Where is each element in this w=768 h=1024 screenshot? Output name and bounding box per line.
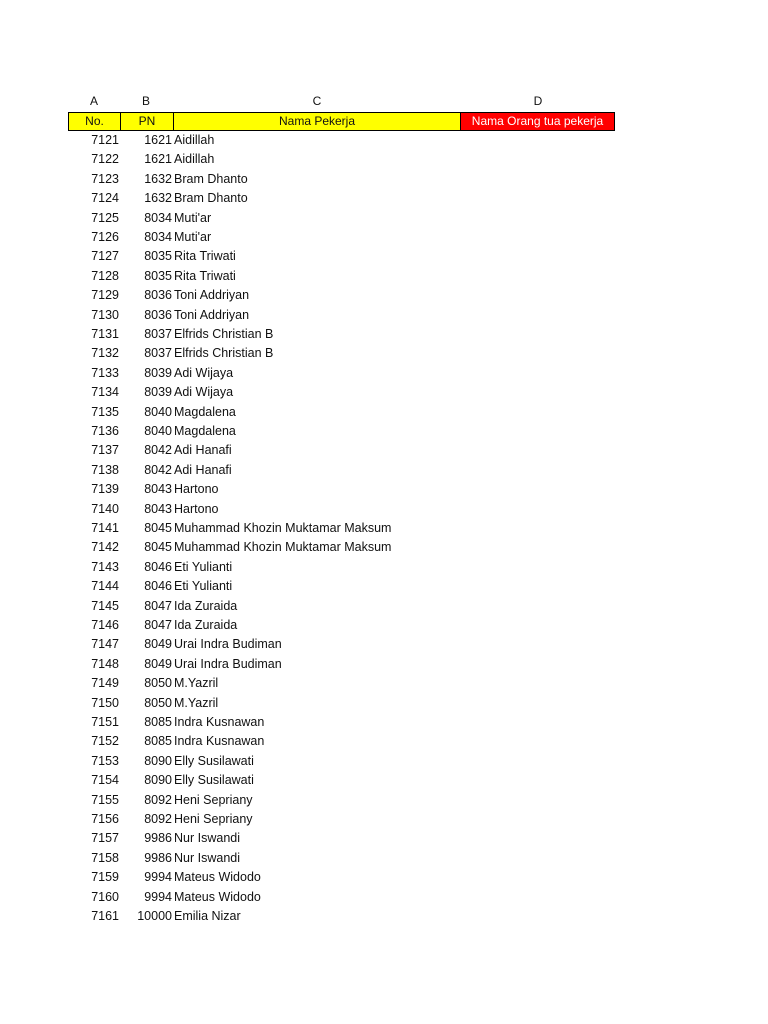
table-header-row <box>68 112 615 131</box>
cell-no[interactable]: 7123 <box>91 171 119 186</box>
header-nama-pekerja[interactable]: Nama Pekerja <box>173 112 461 131</box>
cell-name[interactable]: Bram Dhanto <box>174 171 248 186</box>
cell-pn[interactable]: 9986 <box>144 850 172 865</box>
cell-pn[interactable]: 8040 <box>144 404 172 419</box>
table-row <box>0 732 768 751</box>
table-row <box>0 170 768 189</box>
cell-no[interactable]: 7147 <box>91 637 119 652</box>
cell-pn[interactable]: 8047 <box>144 598 172 613</box>
cell-name[interactable]: Magdalena <box>174 424 236 438</box>
table-row <box>0 694 768 713</box>
cell-name[interactable]: Nur Iswandi <box>174 831 240 846</box>
cell-pn[interactable]: 8046 <box>144 579 172 594</box>
cell-name[interactable]: Aidillah <box>174 152 215 167</box>
cell-pn[interactable]: 8049 <box>144 656 172 671</box>
table-row <box>0 635 768 654</box>
cell-name[interactable]: Adi Wijaya <box>174 385 234 400</box>
table-row <box>0 674 768 693</box>
cell-pn[interactable]: 8092 <box>144 812 172 826</box>
header-pn[interactable]: PN <box>120 112 174 131</box>
cell-pn[interactable]: 1621 <box>144 152 172 167</box>
cell-no[interactable]: 7143 <box>91 559 119 574</box>
cell-pn[interactable]: 8042 <box>144 443 172 458</box>
cell-pn[interactable]: 8035 <box>144 268 172 283</box>
table-row <box>0 713 768 732</box>
cell-pn[interactable]: 9994 <box>144 870 172 885</box>
cell-pn[interactable]: 8045 <box>144 540 172 555</box>
cell-pn[interactable]: 8042 <box>144 462 172 477</box>
cell-name[interactable]: Heni Sepriany <box>174 812 253 826</box>
cell-name[interactable]: Elfrids Christian B <box>174 346 274 361</box>
table-row <box>0 597 768 616</box>
table-row <box>0 480 768 499</box>
cell-name[interactable]: Indra Kusnawan <box>174 715 265 729</box>
cell-pn[interactable]: 8037 <box>144 346 172 361</box>
cell-no[interactable]: 7150 <box>91 695 119 710</box>
table-row <box>0 325 768 344</box>
cell-name[interactable]: Rita Triwati <box>174 268 236 283</box>
cell-pn[interactable]: 8043 <box>144 482 172 497</box>
cell-no[interactable]: 7124 <box>91 191 119 206</box>
table-row <box>0 791 768 810</box>
cell-name[interactable]: Aidillah <box>174 133 215 147</box>
table-row <box>0 655 768 674</box>
cell-no[interactable]: 7158 <box>91 850 119 865</box>
cell-name[interactable]: Nur Iswandi <box>174 850 240 865</box>
table-row <box>0 306 768 325</box>
cell-pn[interactable]: 8090 <box>144 773 172 788</box>
cell-no[interactable]: 7132 <box>91 346 119 361</box>
cell-pn[interactable]: 8085 <box>144 734 172 749</box>
table-row <box>0 228 768 247</box>
cell-no[interactable]: 7126 <box>91 230 119 244</box>
cell-pn[interactable]: 8090 <box>144 753 172 768</box>
table-row <box>0 422 768 441</box>
cell-name[interactable]: Urai Indra Budiman <box>174 656 282 671</box>
cell-pn[interactable]: 8036 <box>144 307 172 322</box>
cell-name[interactable]: Mateus Widodo <box>174 889 261 904</box>
table-row <box>0 888 768 907</box>
cell-name[interactable]: Hartono <box>174 482 219 497</box>
cell-no[interactable]: 7138 <box>91 462 119 477</box>
cell-no[interactable]: 7127 <box>91 249 119 264</box>
cell-no[interactable]: 7131 <box>91 327 119 341</box>
cell-name[interactable]: Adi Wijaya <box>174 365 234 380</box>
table-row <box>0 577 768 596</box>
table-row <box>0 829 768 848</box>
cell-name[interactable]: Ida Zuraida <box>174 598 238 613</box>
cell-pn[interactable]: 8049 <box>144 637 172 652</box>
cell-name[interactable]: Toni Addriyan <box>174 288 250 303</box>
cell-no[interactable]: 7139 <box>91 482 119 497</box>
column-letter-b[interactable]: B <box>141 94 150 108</box>
cell-name[interactable]: Mateus Widodo <box>174 870 261 885</box>
table-row <box>0 907 768 926</box>
cell-no[interactable]: 7134 <box>91 385 119 400</box>
cell-name[interactable]: Rita Triwati <box>174 249 236 264</box>
cell-name[interactable]: Toni Addriyan <box>174 307 250 322</box>
cell-no[interactable]: 7156 <box>91 812 119 826</box>
cell-name[interactable]: Muhammad Khozin Muktamar Maksum <box>174 521 392 535</box>
cell-no[interactable]: 7144 <box>91 579 119 594</box>
cell-no[interactable]: 7122 <box>91 152 119 167</box>
cell-name[interactable]: Eti Yulianti <box>174 559 233 574</box>
cell-no[interactable]: 7149 <box>91 676 119 691</box>
cell-pn[interactable]: 8092 <box>144 792 172 807</box>
cell-name[interactable]: Bram Dhanto <box>174 191 248 206</box>
table-row <box>0 558 768 577</box>
cell-no[interactable]: 7145 <box>91 598 119 613</box>
cell-no[interactable]: 7157 <box>91 831 119 846</box>
cell-name[interactable]: Indra Kusnawan <box>174 734 265 749</box>
cell-pn[interactable]: 9994 <box>144 889 172 904</box>
cell-pn[interactable]: 1632 <box>144 191 172 206</box>
cell-name[interactable]: Muhammad Khozin Muktamar Maksum <box>174 540 392 555</box>
cell-name[interactable]: Muti'ar <box>174 210 212 225</box>
cell-no[interactable]: 7133 <box>91 365 119 380</box>
cell-pn[interactable]: 1621 <box>144 133 172 147</box>
cell-name[interactable]: Eti Yulianti <box>174 579 233 594</box>
table-row <box>0 344 768 363</box>
cell-pn[interactable]: 8045 <box>144 521 172 535</box>
table-row <box>0 771 768 790</box>
cell-no[interactable]: 7151 <box>91 715 119 729</box>
header-nama-orang-tua[interactable]: Nama Orang tua pekerja <box>460 112 615 131</box>
cell-pn[interactable]: 8039 <box>144 385 172 400</box>
table-row <box>0 441 768 460</box>
cell-pn[interactable]: 8039 <box>144 365 172 380</box>
column-letter-a[interactable]: A <box>89 94 98 108</box>
cell-name[interactable]: Adi Hanafi <box>174 462 232 477</box>
cell-name[interactable]: Elly Susilawati <box>174 753 254 768</box>
cell-pn[interactable]: 10000 <box>137 909 172 923</box>
cell-no[interactable]: 7136 <box>91 424 119 438</box>
header-no[interactable]: No. <box>68 112 121 131</box>
cell-pn[interactable]: 9986 <box>144 831 172 846</box>
cell-pn[interactable]: 1632 <box>144 171 172 186</box>
table-row <box>0 500 768 519</box>
cell-pn[interactable]: 8040 <box>144 424 172 438</box>
cell-name[interactable]: Ida Zuraida <box>174 618 238 632</box>
cell-pn[interactable]: 8050 <box>144 695 172 710</box>
table-row <box>0 267 768 286</box>
cell-pn[interactable]: 8036 <box>144 288 172 303</box>
table-row <box>0 752 768 771</box>
table-row <box>0 209 768 228</box>
cell-name[interactable]: M.Yazril <box>174 676 219 691</box>
table-row <box>0 150 768 169</box>
table-row <box>0 538 768 557</box>
table-row <box>0 810 768 829</box>
cell-no[interactable]: 7153 <box>91 753 119 768</box>
cell-name[interactable]: Heni Sepriany <box>174 792 253 807</box>
cell-no[interactable]: 7155 <box>91 792 119 807</box>
cell-name[interactable]: Hartono <box>174 501 219 516</box>
cell-no[interactable]: 7152 <box>91 734 119 749</box>
cell-name[interactable]: Elfrids Christian B <box>174 327 274 341</box>
cell-no[interactable]: 7148 <box>91 656 119 671</box>
cell-name[interactable]: Urai Indra Budiman <box>174 637 282 652</box>
cell-no[interactable]: 7160 <box>91 889 119 904</box>
cell-no[interactable]: 7135 <box>91 404 119 419</box>
cell-pn[interactable]: 8046 <box>144 559 172 574</box>
table-row <box>0 616 768 635</box>
cell-pn[interactable]: 8050 <box>144 676 172 691</box>
column-letter-c[interactable]: C <box>312 94 322 108</box>
cell-no[interactable]: 7142 <box>91 540 119 555</box>
cell-name[interactable]: M.Yazril <box>174 695 219 710</box>
column-letter-d[interactable]: D <box>533 94 543 108</box>
table-row <box>0 286 768 305</box>
cell-no[interactable]: 7159 <box>91 870 119 885</box>
table-row <box>0 247 768 266</box>
cell-name[interactable]: Adi Hanafi <box>174 443 232 458</box>
cell-pn[interactable]: 8034 <box>144 210 172 225</box>
cell-no[interactable]: 7125 <box>91 210 119 225</box>
table-row <box>0 131 768 150</box>
cell-name[interactable]: Magdalena <box>174 404 236 419</box>
cell-no[interactable]: 7129 <box>91 288 119 303</box>
cell-no[interactable]: 7141 <box>91 521 119 535</box>
table-row <box>0 461 768 480</box>
cell-no[interactable]: 7137 <box>91 443 119 458</box>
cell-no[interactable]: 7161 <box>91 909 119 923</box>
cell-pn[interactable]: 8035 <box>144 249 172 264</box>
cell-no[interactable]: 7140 <box>91 501 119 516</box>
cell-no[interactable]: 7121 <box>91 133 119 147</box>
cell-name[interactable]: Emilia Nizar <box>174 909 241 923</box>
table-row <box>0 383 768 402</box>
table-row <box>0 868 768 887</box>
cell-pn[interactable]: 8043 <box>144 501 172 516</box>
table-row <box>0 189 768 208</box>
table-row <box>0 519 768 538</box>
table-row <box>0 849 768 868</box>
cell-no[interactable]: 7154 <box>91 773 119 788</box>
cell-name[interactable]: Muti'ar <box>174 230 212 244</box>
table-row <box>0 364 768 383</box>
cell-pn[interactable]: 8085 <box>144 715 172 729</box>
cell-no[interactable]: 7146 <box>91 618 119 632</box>
cell-no[interactable]: 7128 <box>91 268 119 283</box>
cell-pn[interactable]: 8037 <box>144 327 172 341</box>
cell-name[interactable]: Elly Susilawati <box>174 773 254 788</box>
column-letters <box>0 94 768 110</box>
table-row <box>0 403 768 422</box>
cell-pn[interactable]: 8034 <box>144 230 172 244</box>
cell-pn[interactable]: 8047 <box>144 618 172 632</box>
cell-no[interactable]: 7130 <box>91 307 119 322</box>
